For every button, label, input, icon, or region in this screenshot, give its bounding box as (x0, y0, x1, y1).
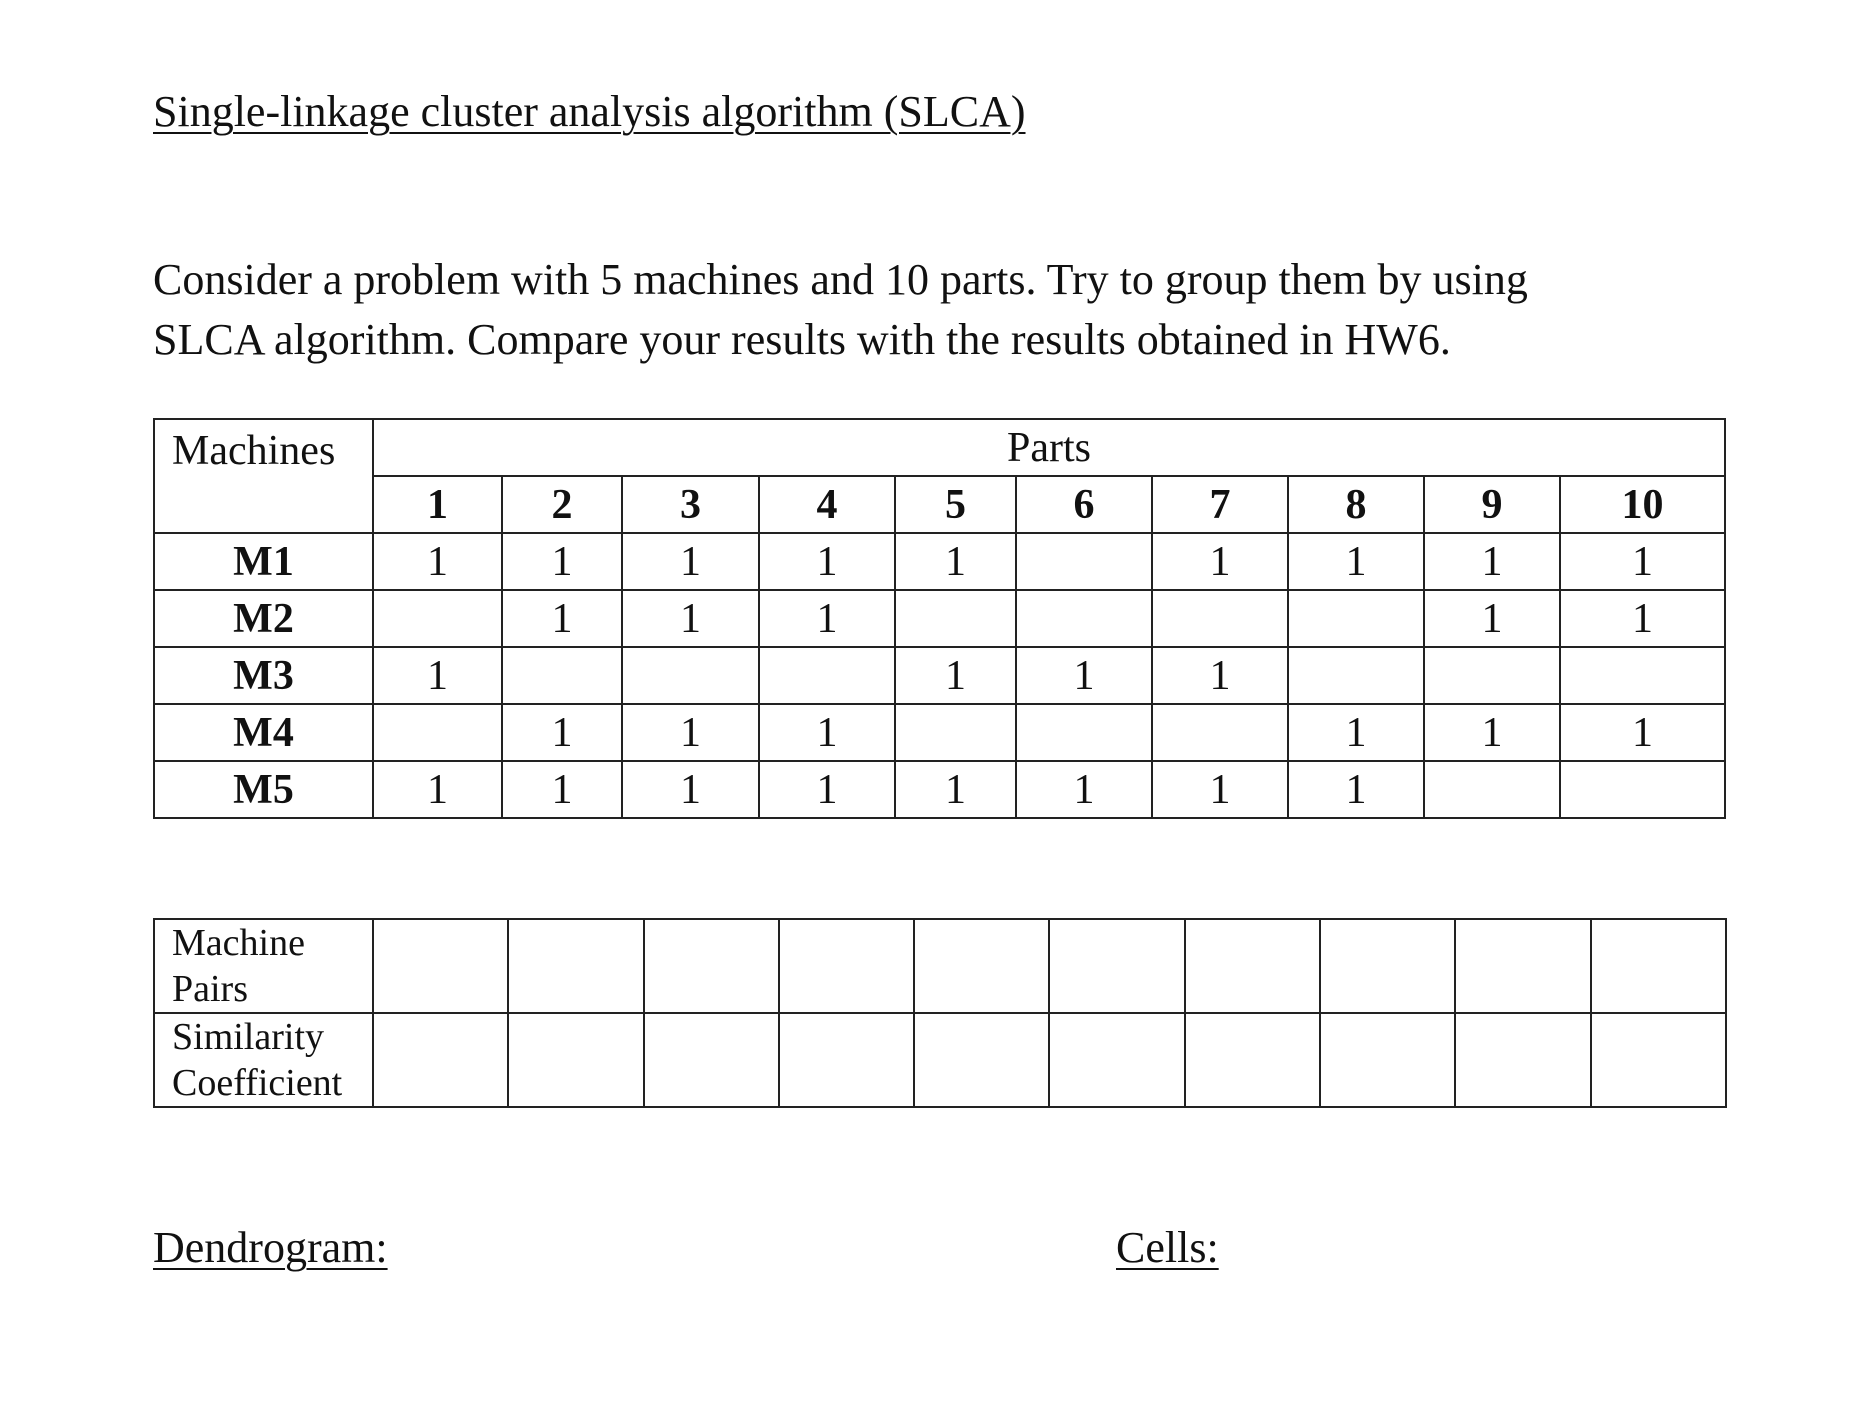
incidence-cell: 1 (1016, 647, 1152, 704)
incidence-cell: 1 (895, 647, 1016, 704)
incidence-cell (1152, 590, 1288, 647)
part-number: 6 (1016, 476, 1152, 533)
similarity-label-line-2: Coefficient (172, 1062, 343, 1104)
incidence-cell: 1 (1152, 761, 1288, 818)
machine-pair-cell (779, 919, 914, 1013)
incidence-cell (502, 647, 622, 704)
incidence-cell: 1 (1288, 704, 1424, 761)
incidence-cell (1560, 761, 1725, 818)
incidence-cell (1016, 533, 1152, 590)
similarity-cell (1455, 1013, 1590, 1107)
incidence-cell (373, 704, 502, 761)
similarity-coefficient-row (154, 1013, 1726, 1107)
incidence-cell: 1 (373, 761, 502, 818)
machine-pairs-row (154, 919, 1726, 1013)
similarity-cell (1185, 1013, 1320, 1107)
incidence-cell: 1 (1424, 590, 1560, 647)
machine-pair-cell (1049, 919, 1184, 1013)
machine-row (154, 704, 1725, 761)
machine-row (154, 647, 1725, 704)
incidence-cell: 1 (502, 533, 622, 590)
incidence-cell: 1 (1560, 704, 1725, 761)
machine-pair-cell (508, 919, 643, 1013)
machine-row (154, 533, 1725, 590)
machine-pair-cell (1320, 919, 1455, 1013)
machine-label: M1 (154, 533, 373, 590)
machine-row (154, 761, 1725, 818)
incidence-cell: 1 (1288, 533, 1424, 590)
incidence-cell (1152, 704, 1288, 761)
incidence-cell: 1 (502, 761, 622, 818)
machine-label: M4 (154, 704, 373, 761)
machines-column-header: Machines (154, 419, 373, 533)
incidence-cell (1288, 590, 1424, 647)
incidence-cell: 1 (1288, 761, 1424, 818)
part-number: 9 (1424, 476, 1560, 533)
machine-pairs-label-line-2: Pairs (172, 968, 248, 1010)
parts-header: Parts (373, 419, 1725, 476)
incidence-cell (622, 647, 759, 704)
part-number: 10 (1560, 476, 1725, 533)
incidence-cell: 1 (373, 533, 502, 590)
part-number: 2 (502, 476, 622, 533)
incidence-cell: 1 (759, 704, 895, 761)
incidence-cell: 1 (622, 590, 759, 647)
machine-pair-cell (1591, 919, 1726, 1013)
incidence-cell (895, 704, 1016, 761)
incidence-cell (1424, 761, 1560, 818)
similarity-cell (779, 1013, 914, 1107)
similarity-cell (1320, 1013, 1455, 1107)
machine-part-incidence-table (153, 418, 1726, 819)
incidence-cell: 1 (1016, 761, 1152, 818)
similarity-cell (1591, 1013, 1726, 1107)
machine-row (154, 590, 1725, 647)
incidence-cell (895, 590, 1016, 647)
document-title: Single-linkage cluster analysis algorithm (SLCA) (153, 87, 1026, 136)
incidence-cell (373, 590, 502, 647)
incidence-cell: 1 (895, 533, 1016, 590)
incidence-body (154, 533, 1725, 818)
machine-label: M3 (154, 647, 373, 704)
cells-label: Cells: (1116, 1223, 1219, 1272)
incidence-cell (1560, 647, 1725, 704)
machine-label: M5 (154, 761, 373, 818)
machine-pair-cell (1185, 919, 1320, 1013)
machine-pairs-label-line-1: Machine (172, 922, 305, 964)
incidence-cell: 1 (1560, 590, 1725, 647)
incidence-cell: 1 (1424, 704, 1560, 761)
similarity-cell (373, 1013, 508, 1107)
problem-statement (153, 250, 1713, 370)
part-numbers-row (154, 476, 1725, 533)
incidence-cell: 1 (759, 533, 895, 590)
incidence-cell (1288, 647, 1424, 704)
machine-pairs-label (154, 919, 373, 1013)
incidence-cell (1424, 647, 1560, 704)
incidence-cell: 1 (759, 761, 895, 818)
part-number: 8 (1288, 476, 1424, 533)
similarity-table (153, 918, 1727, 1108)
incidence-cell: 1 (502, 704, 622, 761)
machine-label: M2 (154, 590, 373, 647)
part-number: 5 (895, 476, 1016, 533)
machine-pair-cell (373, 919, 508, 1013)
incidence-cell: 1 (622, 761, 759, 818)
incidence-cell: 1 (373, 647, 502, 704)
part-number: 7 (1152, 476, 1288, 533)
dendrogram-label: Dendrogram: (153, 1223, 388, 1272)
part-number: 4 (759, 476, 895, 533)
incidence-cell: 1 (1152, 647, 1288, 704)
incidence-cell (1016, 590, 1152, 647)
machine-pair-cell (1455, 919, 1590, 1013)
incidence-cell: 1 (502, 590, 622, 647)
incidence-cell (759, 647, 895, 704)
similarity-cell (508, 1013, 643, 1107)
problem-statement-line-2: SLCA algorithm. Compare your results with the results obtained in HW6. (153, 315, 1451, 364)
incidence-cell: 1 (622, 704, 759, 761)
similarity-cell (1049, 1013, 1184, 1107)
similarity-coefficient-label (154, 1013, 373, 1107)
similarity-cell (644, 1013, 779, 1107)
part-number: 1 (373, 476, 502, 533)
incidence-cell: 1 (1560, 533, 1725, 590)
incidence-cell: 1 (759, 590, 895, 647)
incidence-cell: 1 (1152, 533, 1288, 590)
similarity-cell (914, 1013, 1049, 1107)
incidence-cell (1016, 704, 1152, 761)
incidence-cell: 1 (1424, 533, 1560, 590)
incidence-cell: 1 (622, 533, 759, 590)
part-number: 3 (622, 476, 759, 533)
similarity-label-line-1: Similarity (172, 1016, 324, 1058)
incidence-cell: 1 (895, 761, 1016, 818)
machine-pair-cell (644, 919, 779, 1013)
incidence-header-row (154, 419, 1725, 476)
machine-pair-cell (914, 919, 1049, 1013)
problem-statement-line-1: Consider a problem with 5 machines and 10 parts. Try to group them by using (153, 255, 1528, 304)
